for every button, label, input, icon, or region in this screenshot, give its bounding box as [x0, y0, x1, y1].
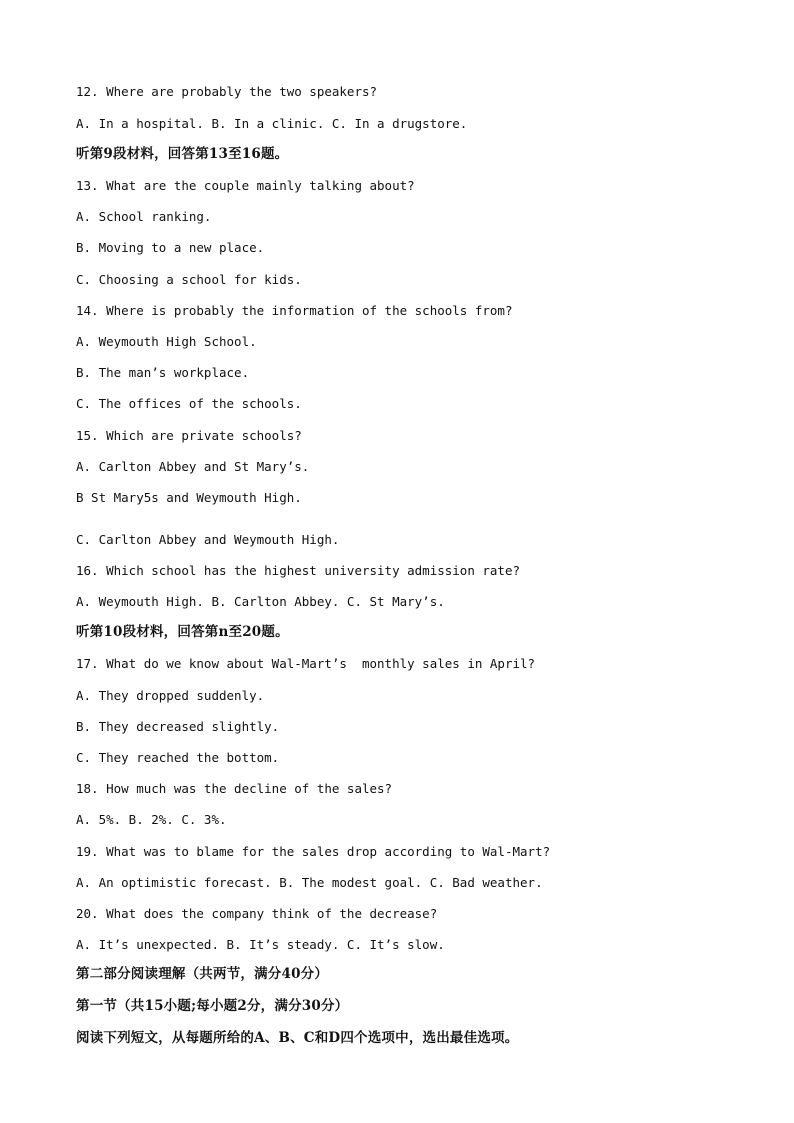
option-17c: C. They reached the bottom. [76, 750, 280, 765]
question-12: 12. Where are probably the two speakers? [76, 84, 378, 99]
option-14c: C. The offices of the schools. [76, 396, 302, 411]
option-15b: B St Mary5s and Weymouth High. [76, 490, 302, 505]
question-17: 17. What do we know about Wal-Mart’s monthly sales in April? [76, 656, 536, 671]
options-12: A. In a hospital. B. In a clinic. C. In a drugstore. [76, 116, 468, 131]
question-16: 16. Which school has the highest university admission rate? [76, 563, 521, 578]
part-two-heading: 第二部分阅读理解（共两节，满分40分） [76, 966, 329, 982]
reading-instructions: 阅读下列短文，从每题所给的A、B、C和D四个选项中，选出最佳选项。 [76, 1030, 519, 1046]
question-15: 15. Which are private schools? [76, 428, 302, 443]
question-19: 19. What was to blame for the sales drop according to Wal-Mart? [76, 844, 551, 859]
option-15a: A. Carlton Abbey and St Mary’s. [76, 459, 310, 474]
section-one-heading: 第一节（共15小题;每小题2分，满分30分） [76, 998, 349, 1014]
option-17a: A. They dropped suddenly. [76, 688, 265, 703]
option-15c: C. Carlton Abbey and Weymouth High. [76, 532, 340, 547]
options-16: A. Weymouth High. B. Carlton Abbey. C. St Mary’s. [76, 594, 445, 609]
options-20: A. It’s unexpected. B. It’s steady. C. It’s slow. [76, 937, 445, 952]
option-13c: C. Choosing a school for kids. [76, 272, 302, 287]
option-14b: B. The man’s workplace. [76, 365, 250, 380]
question-18: 18. How much was the decline of the sales? [76, 781, 393, 796]
option-17b: B. They decreased slightly. [76, 719, 280, 734]
option-14a: A. Weymouth High School. [76, 334, 257, 349]
options-18: A. 5%. B. 2%. C. 3%. [76, 812, 227, 827]
option-13b: B. Moving to a new place. [76, 240, 265, 255]
question-14: 14. Where is probably the information of the schools from? [76, 303, 513, 318]
question-20: 20. What does the company think of the decrease? [76, 906, 438, 921]
section-heading-9: 听第9段材料，回答第13至16题。 [76, 146, 289, 162]
section-heading-10: 听第10段材料，回答第n至20题。 [76, 624, 289, 640]
question-13: 13. What are the couple mainly talking about? [76, 178, 415, 193]
options-19: A. An optimistic forecast. B. The modest goal. C. Bad weather. [76, 875, 543, 890]
option-13a: A. School ranking. [76, 209, 212, 224]
